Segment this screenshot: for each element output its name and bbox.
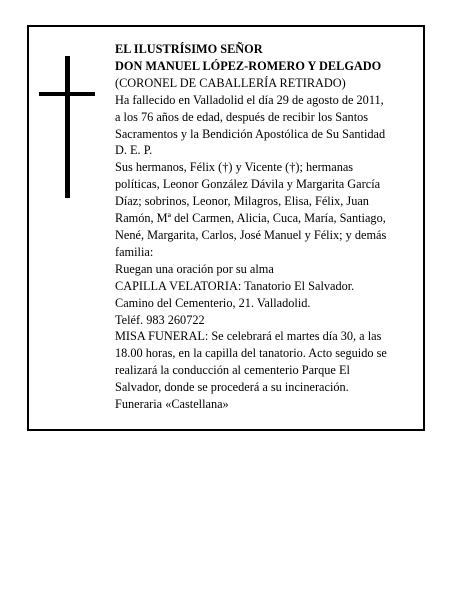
funeral-mass-line: MISA FUNERAL: Se celebrará el martes día 30, a las xyxy=(115,329,382,344)
wake-line: CAPILLA VELATORIA: Tanatorio El Salvador. xyxy=(115,278,355,293)
family-line: Sus hermanos, Félix (†) y Vicente (†); hermanas xyxy=(115,160,354,175)
body-line: Ha fallecido en Valladolid el día 29 de agosto de 2011, xyxy=(115,92,384,107)
family-line: Díaz; sobrinos, Leonor, Milagros, Elisa, Félix, Juan xyxy=(115,194,369,209)
family-line: políticas, Leonor González Dávila y Margarita García xyxy=(115,177,381,192)
funeral-home-line: Funeraria «Castellana» xyxy=(115,397,229,412)
address-line: Camino del Cementerio, 21. Valladolid. xyxy=(115,295,311,310)
family-line: familia: xyxy=(115,244,154,259)
rip-line: D. E. P. xyxy=(115,143,153,158)
rank-line: (CORONEL DE CABALLERÍA RETIRADO) xyxy=(115,75,346,90)
phone-line: Teléf. 983 260722 xyxy=(115,312,205,327)
family-line: Ramón, Mª del Carmen, Alicia, Cuca, María, Santiago, xyxy=(115,211,386,226)
body-line: a los 76 años de edad, después de recibir los Santos xyxy=(115,109,369,124)
cross-icon xyxy=(39,56,95,198)
cross-horizontal-bar xyxy=(39,92,95,96)
title-line: EL ILUSTRÍSIMO SEÑOR xyxy=(115,42,263,56)
funeral-mass-line: 18.00 horas, en la capilla del tanatorio. Acto seguido se xyxy=(115,346,387,361)
name-line: DON MANUEL LÓPEZ-ROMERO Y DELGADO xyxy=(115,58,382,73)
funeral-mass-line: Salvador, donde se procederá a su incineración. xyxy=(115,380,349,395)
family-line: Nené, Margarita, Carlos, José Manuel y Félix; y demás xyxy=(115,227,387,242)
cross-vertical-bar xyxy=(65,56,70,198)
body-line: Sacramentos y la Bendición Apostólica de Su Santidad xyxy=(115,126,386,141)
notice-text xyxy=(115,41,421,413)
prayer-line: Ruegan una oración por su alma xyxy=(115,261,274,276)
funeral-mass-line: realizará la conducción al cementerio Parque El xyxy=(115,363,350,378)
obituary-notice xyxy=(27,25,425,431)
